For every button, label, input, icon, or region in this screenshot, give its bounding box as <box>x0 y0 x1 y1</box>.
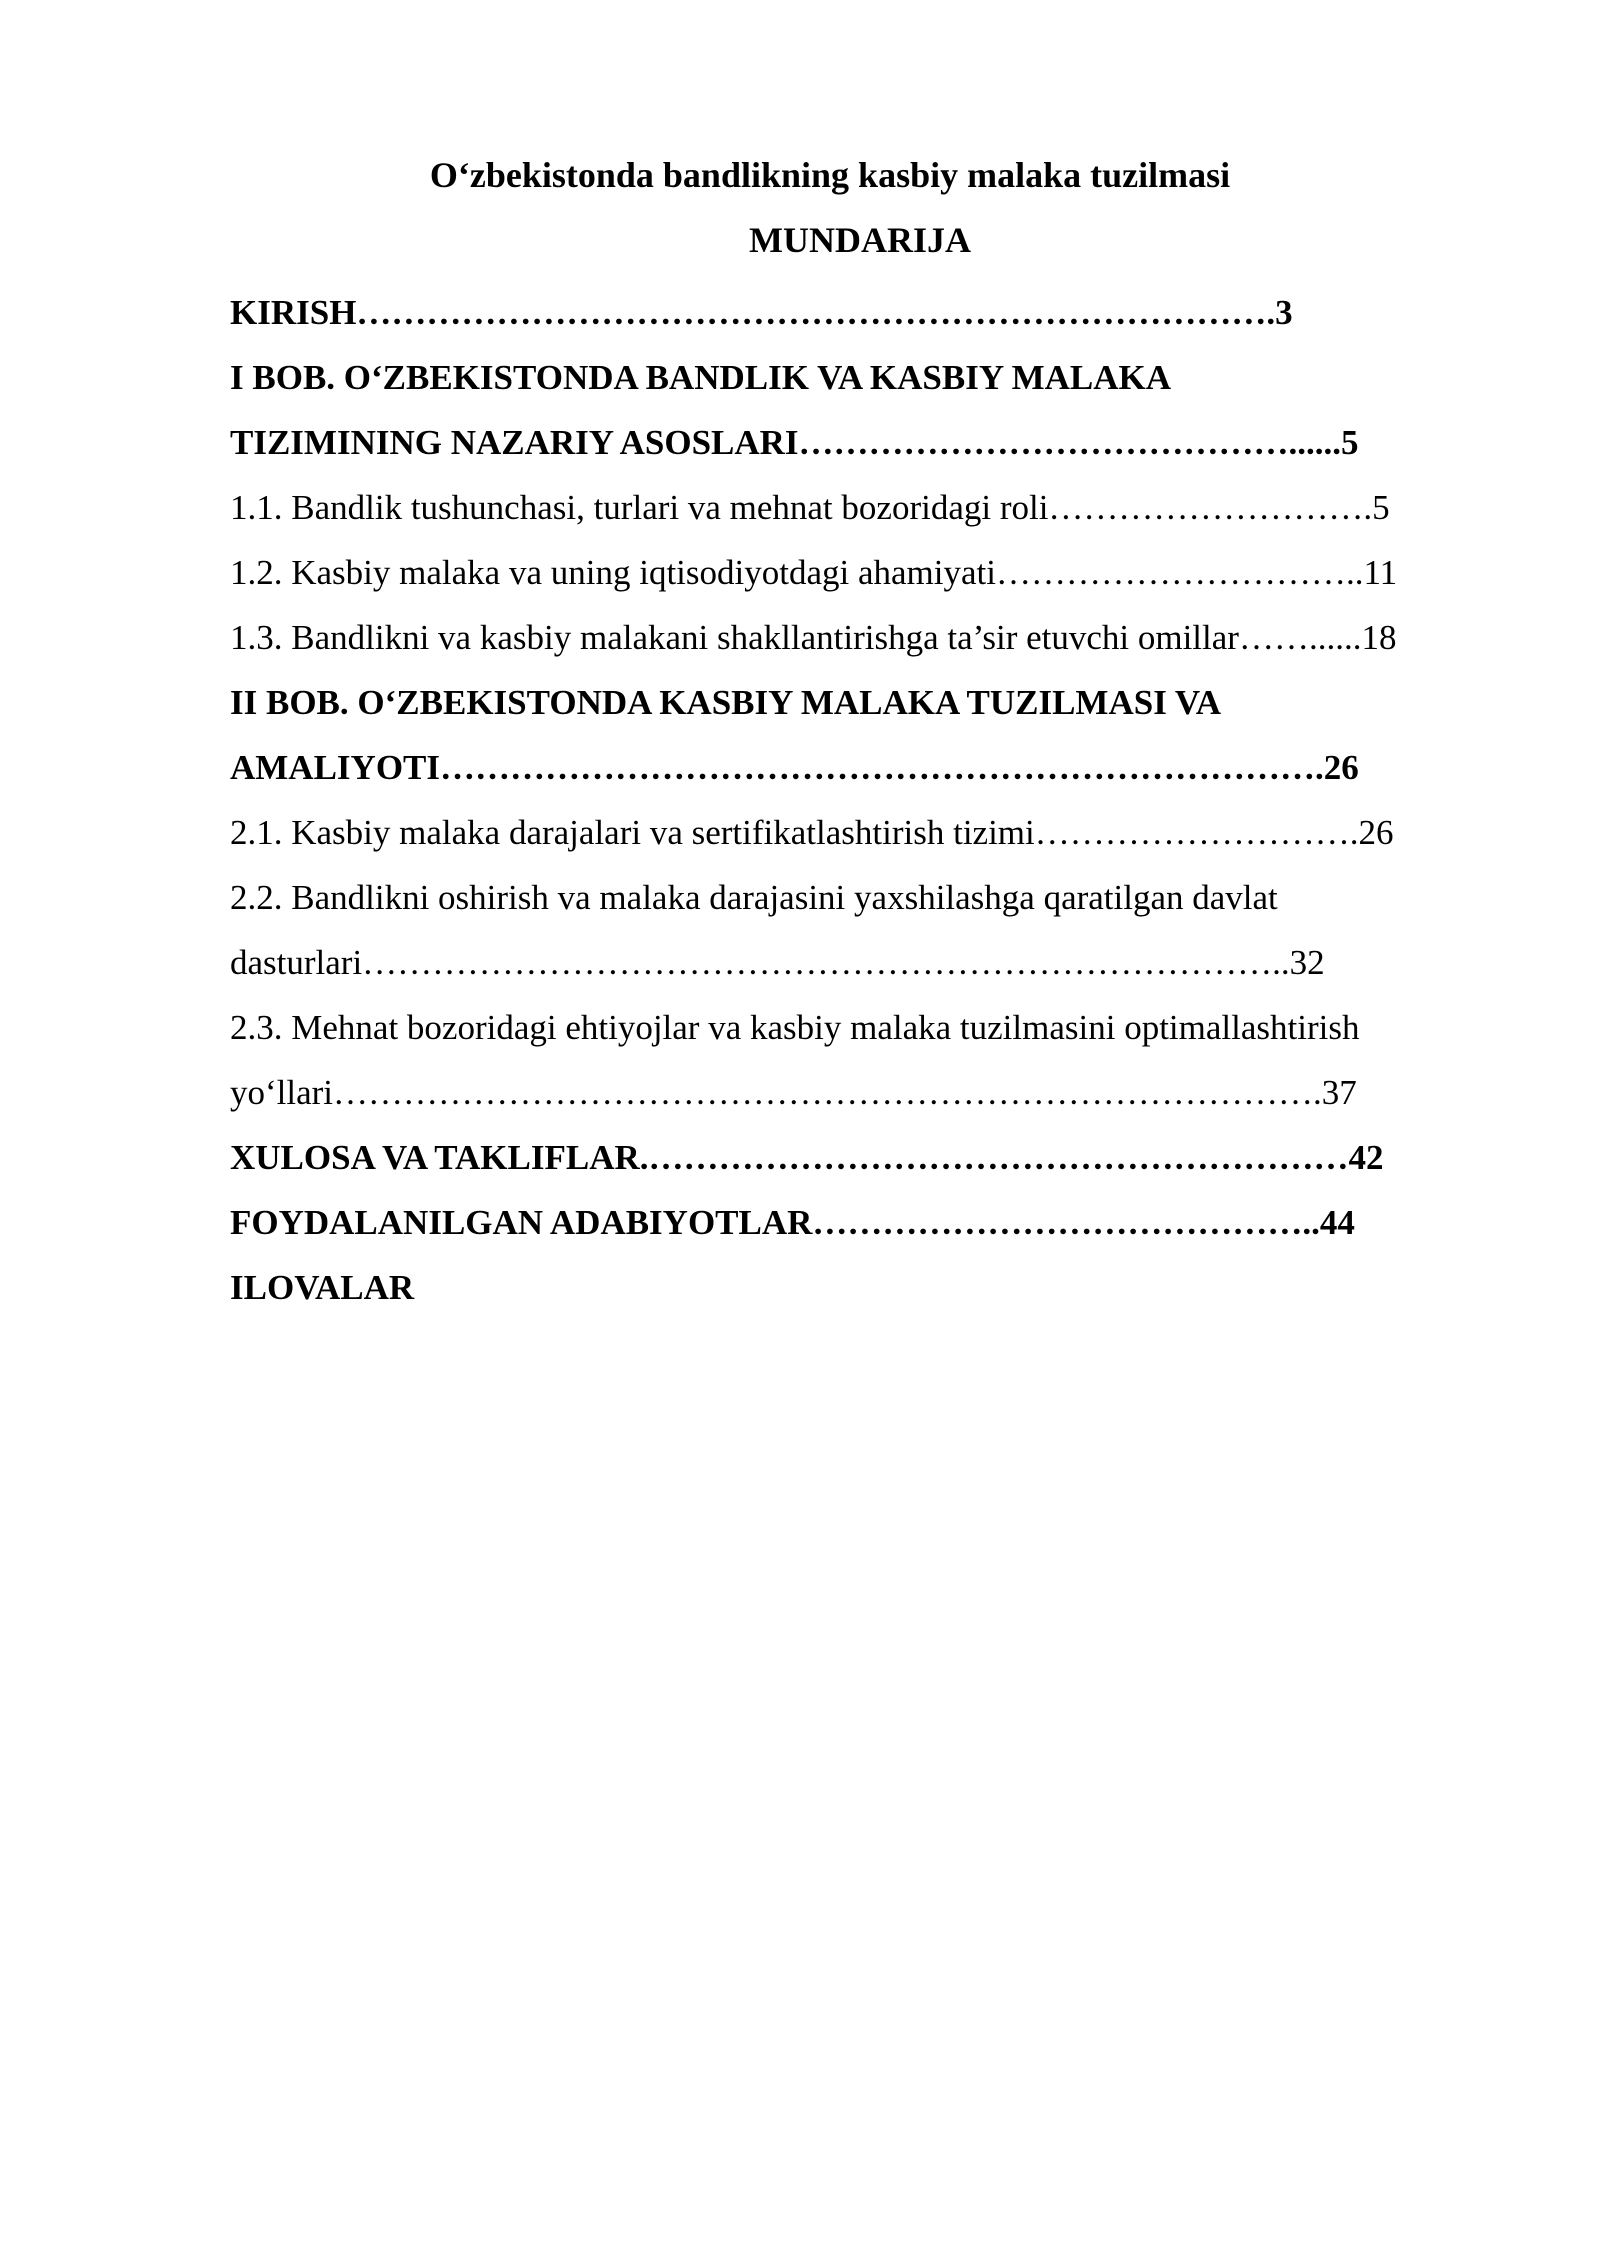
toc-line: FOYDALANILGAN ADABIYOTLAR……………………………………..44 <box>230 1203 1355 1242</box>
toc-line: yo‘llari………………………………………………………………………….37 <box>230 1073 1357 1112</box>
document-title: O‘zbekistonda bandlikning kasbiy malaka tuzilmasi <box>429 155 1231 195</box>
toc-line: 1.1. Bandlik tushunchasi, turlari va mehnat bozoridagi roli……………………….5 <box>230 488 1390 527</box>
toc-line: II BOB. O‘ZBEKISTONDA KASBIY MALAKA TUZILMASI VA <box>230 683 1221 722</box>
toc-line: 2.1. Kasbiy malaka darajalari va sertifikatlashtirish tizimi……………………….26 <box>230 813 1394 852</box>
toc-line: XULOSA VA TAKLIFLAR.……………………………………………………42 <box>230 1138 1384 1177</box>
toc-line: 2.3. Mehnat bozoridagi ehtiyojlar va kasbiy malaka tuzilmasini optimallashtirish <box>230 1008 1360 1047</box>
toc-line: AMALIYOTI………………………………………………………………….26 <box>230 748 1359 787</box>
toc-heading: MUNDARIJA <box>749 220 971 260</box>
toc-line: ILOVALAR <box>230 1268 415 1307</box>
toc-line: I BOB. O‘ZBEKISTONDA BANDLIK VA KASBIY MALAKA <box>230 358 1172 397</box>
toc-line: 1.2. Kasbiy malaka va uning iqtisodiyotdagi ahamiyati…………………………..11 <box>230 553 1398 592</box>
toc-line: dasturlari……………………………………………………………………..32 <box>230 943 1325 982</box>
table-of-contents <box>230 285 1498 1325</box>
toc-line: KIRISH…………………………………………………………………….3 <box>230 293 1293 332</box>
toc-line: 1.3. Bandlikni va kasbiy malakani shakllantirishga ta’sir etuvchi omillar……......18 <box>230 618 1397 657</box>
toc-line: TIZIMINING NAZARIY ASOSLARI……………………………………......5 <box>230 423 1359 462</box>
toc-line: 2.2. Bandlikni oshirish va malaka darajasini yaxshilashga qaratilgan davlat <box>230 878 1278 917</box>
